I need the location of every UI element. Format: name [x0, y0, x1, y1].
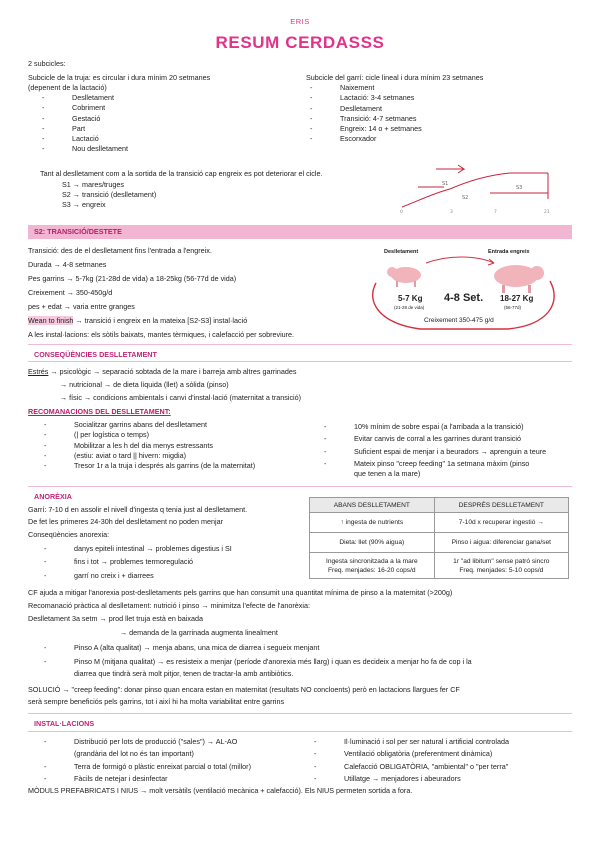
recom-left-list — [40, 420, 255, 471]
table-cell: Dieta: llet (90% aigua) — [310, 533, 435, 553]
section-divider — [28, 713, 572, 714]
truja-list — [38, 93, 210, 155]
list-item: - Socialitzar garrins abans del deslletament — [40, 420, 255, 430]
pinso-list — [40, 643, 472, 679]
garri-heading: Subcicle del garrí: cicle lineal i dura mínim 23 setmanes — [306, 73, 484, 82]
anorexia-line: De fet les primeres 24-30h del deslletament no poden menjar — [28, 517, 223, 526]
list-item: - Deslletament — [306, 104, 483, 114]
anorexia-consequences-list — [40, 544, 232, 581]
diagram-right-age: (56-77d) — [504, 305, 522, 310]
diagram-right-title: Entrada engreix — [488, 249, 530, 255]
anorexia-text — [28, 505, 247, 540]
s2-line: Transició: des de el deslletament fins l'entrada a l'engreix. — [28, 246, 212, 255]
list-item: - Evitar canvis de corral a les garrines durant transició — [320, 434, 546, 444]
transition-diagram — [358, 245, 564, 341]
s2-section-bar — [28, 225, 572, 239]
solucio-line: serà sempre beneficiós pels garrins, tot i així hi ha molta variabilitat entre garrins — [28, 697, 285, 706]
table-header: DESPRÉS DESLLETAMENT — [434, 498, 568, 513]
list-item: - Deslletament — [38, 93, 210, 103]
installacions-heading: INSTAL·LACIONS — [34, 719, 95, 728]
estres-rest: → psicològic → separació sobtada de la mare i barreja amb altres garrinades — [48, 367, 297, 376]
section-divider — [28, 361, 572, 362]
svg-text:0: 0 — [400, 210, 403, 215]
stage-item: S2 → transició (deslletament) — [62, 190, 157, 199]
list-item: - Transició: 4-7 setmanes — [306, 114, 483, 124]
list-item: - Suficient espai de menjar i a beuradors → aprenguin a teure — [320, 447, 546, 457]
list-item: - Il·luminació i sol per ser natural i artificial controlada — [310, 737, 509, 747]
diagram-left-age: (21-28 de vida) — [394, 305, 425, 310]
wean-line — [28, 316, 294, 326]
svg-text:S2: S2 — [462, 195, 469, 201]
list-item: - danys epiteli intestinal → problemes digestius i SI — [40, 544, 232, 554]
table-header: ABANS DESLLETAMENT — [310, 498, 435, 513]
diagram-growth: Creixement 350-475 g/d — [424, 317, 494, 324]
s2-line: Durada → 4-8 setmanes — [28, 260, 107, 269]
list-item: - Mobilitzar a les h del dia menys estressants — [40, 441, 255, 451]
list-item: - Engreix: 14 o + setmanes — [306, 124, 483, 134]
install-line: A les instal·lacions: els sòtils baixats, mantes tèrmiques, i calefacció per sobreviure. — [28, 330, 295, 339]
transition-text: Tant al deslletament com a la sortida de la transició cap engreix es pot deteriorar el cicle. — [40, 169, 323, 178]
svg-text:S1: S1 — [442, 181, 449, 187]
recom-heading: RECOMANACIONS DEL DESLLETAMENT: — [28, 407, 171, 416]
s2-line: pes + edat → varia entre granges — [28, 302, 135, 311]
diagram-right-weight: 18-27 Kg — [500, 294, 534, 303]
estres-sub: → nutricional → de dieta líquida (llet) a sòlida (pinso) — [60, 380, 229, 389]
section-divider — [28, 486, 572, 487]
table-row — [310, 553, 569, 579]
estres-line — [28, 367, 296, 377]
table-cell: Pinso i aigua: diferenciar gana/set — [434, 533, 568, 553]
estres-label: Estrés — [28, 367, 49, 376]
list-item: - Part — [38, 124, 210, 134]
garri-block — [306, 73, 483, 145]
list-item: - Escorxador — [306, 134, 483, 144]
list-item: - Gestació — [38, 114, 210, 124]
list-item — [40, 430, 255, 440]
svg-text:S3: S3 — [516, 185, 523, 191]
truja-note: (depenent de la lactació) — [28, 83, 107, 92]
svg-text:21: 21 — [544, 210, 550, 215]
s2-bar-label: S2: TRANSICIÓ/DESTETE — [34, 227, 122, 236]
list-item: - Naixement — [306, 83, 483, 93]
table-cell: Ingesta sincronitzada a la mare Freq. menjades: 16-20 cops/d — [310, 553, 435, 579]
comparison-table — [309, 497, 569, 579]
garri-list — [306, 83, 483, 145]
stages-list — [62, 180, 156, 210]
table-row — [310, 533, 569, 553]
list-item: - (estiu: aviat o tard || hivern: migdia) — [40, 451, 255, 461]
list-item: - Calefacció OBLIGATÒRIA, "ambiental" o "per terra" — [310, 762, 509, 772]
diagram-left-weight: 5-7 Kg — [398, 294, 423, 303]
diagram-left-title: Deslletament — [384, 249, 419, 255]
list-item: - Ventilació obligatòria (preferentment dinàmica) — [310, 749, 509, 759]
list-item: - Mateix pinso "creep feeding" 1a setmana màxim (pinso — [320, 459, 546, 469]
svg-text:7: 7 — [494, 210, 497, 215]
s2-line: Creixement → 350-450g/d — [28, 288, 113, 297]
list-item: - Utillatge → menjadores i abeuradors — [310, 774, 509, 784]
list-item: - Tresor 1r a la truja i després als garrins (de la maternitat) — [40, 461, 255, 471]
list-item: - 10% mínim de sobre espai (a l'arribada a la transició) — [320, 422, 546, 432]
installacions-left-list — [40, 737, 251, 784]
list-item: - Fàcils de netejar i desinfectar — [40, 774, 251, 784]
stage-item: S3 → engreix — [62, 200, 106, 209]
table-header-row — [310, 498, 569, 513]
list-item: - garrí no creix i + diarrees — [40, 571, 232, 581]
anorexia-heading: ANORÈXIA — [34, 492, 72, 501]
page-title: RESUM CERDASSS — [215, 33, 385, 52]
moduls-line: MÒDULS PREFABRICATS I NIUS → molt versàtils (ventilació mecànica + calefacció). Els NIUS permeten sortida a fora. — [28, 786, 413, 795]
cycle-sketch — [398, 163, 568, 215]
recomanacio-line: Recomanació pràctica al deslletament: nutrició i pinso → minimitza l'efecte de l'anorèxia: — [28, 601, 310, 610]
section-divider — [28, 344, 572, 345]
list-item-cont: (| per logística o temps) — [74, 430, 149, 440]
consequencies-heading: CONSEQÜÈNCIES DESLLETAMENT — [34, 350, 157, 359]
recom-right-list — [320, 422, 546, 479]
list-item: - fins i tot → problemes termoregulació — [40, 557, 232, 567]
table-row — [310, 513, 569, 533]
truja-heading: Subcicle de la truja: es circular i dura mínim 20 setmanes — [28, 73, 211, 82]
list-item: - Pinso M (mitjana qualitat) → es resisteix a menjar (període d'anorexia més llarg) i quan es decideix a menjar ho fa de cop i la — [40, 657, 472, 667]
estres-sub: → físic → condicions ambientals i canvi d'instal·lació (maternitat a transició) — [60, 393, 302, 402]
wean-rest: → transició i engreix en la mateixa [S2-S3] instal·lació — [73, 316, 248, 325]
list-item: - Lactació: 3-4 setmanes — [306, 93, 483, 103]
list-item: - Nou deslletament — [38, 144, 210, 154]
anorexia-line: Garrí: 7-10 d en assolir el nivell d'ingesta q tenia just al deslletament. — [28, 505, 248, 514]
list-item-cont: que tenen a la mare) — [354, 469, 421, 479]
list-item-cont: (grandària del lot no és tan important) — [74, 749, 194, 759]
svg-text:3: 3 — [450, 210, 453, 215]
truja-block — [28, 73, 210, 155]
author-name: ERIS — [290, 17, 310, 26]
list-item: - Pinso A (alta qualitat) → menja abans, una mica de diarrea i segueix menjant — [40, 643, 472, 653]
demanda-line: → demanda de la garrinada augmenta linealment — [120, 628, 278, 637]
table-cell: ↑ ingesta de nutrients — [310, 513, 435, 533]
solucio-line: SOLUCIÓ → "creep feeding": donar pinso quan encara estan en maternitat (resultats NO concloents) però en lactacions llargues fer CF — [28, 685, 460, 694]
wean-label: Wean to finish — [28, 316, 74, 325]
list-item-cont: diarrea que tindrà serà molt pitjor, tenen de tractar-la amb antibiòtics. — [74, 668, 294, 678]
anorexia-consequences-label: Conseqüències anorexia: — [28, 530, 110, 539]
deslletament-line: Deslletament 3a setm → prod llet truja està en baixada — [28, 614, 203, 623]
table-cell: 1r "ad libitum" sense patró sincro Freq. menjades: 5-10 cops/d — [434, 553, 568, 579]
section-divider — [28, 731, 572, 732]
list-item: - Distribució per lots de producció ("sales") → AL-AO — [40, 737, 251, 747]
subcicles-label: 2 subcicles: — [28, 59, 66, 68]
installacions-right-list — [310, 737, 509, 784]
list-item: - Terra de formigó o plàstic enreixat parcial o total (millor) — [40, 762, 251, 772]
stage-item: S1 → mares/truges — [62, 180, 124, 189]
table-cell: 7-10d x recuperar ingestió → — [434, 513, 568, 533]
s2-line: Pes garrins → 5-7kg (21-28d de vida) a 18-25kg (56-77d de vida) — [28, 274, 237, 283]
cf-line: CF ajuda a mitigar l'anorexia post-deslletaments pels garrins que han consumit una quantitat mínima de pinso a la maternitat (>200g) — [28, 588, 453, 597]
s2-text — [28, 246, 294, 340]
diagram-center-label: 4-8 Set. — [444, 292, 484, 304]
list-item: - Lactació — [38, 134, 210, 144]
list-item: - Cobriment — [38, 103, 210, 113]
